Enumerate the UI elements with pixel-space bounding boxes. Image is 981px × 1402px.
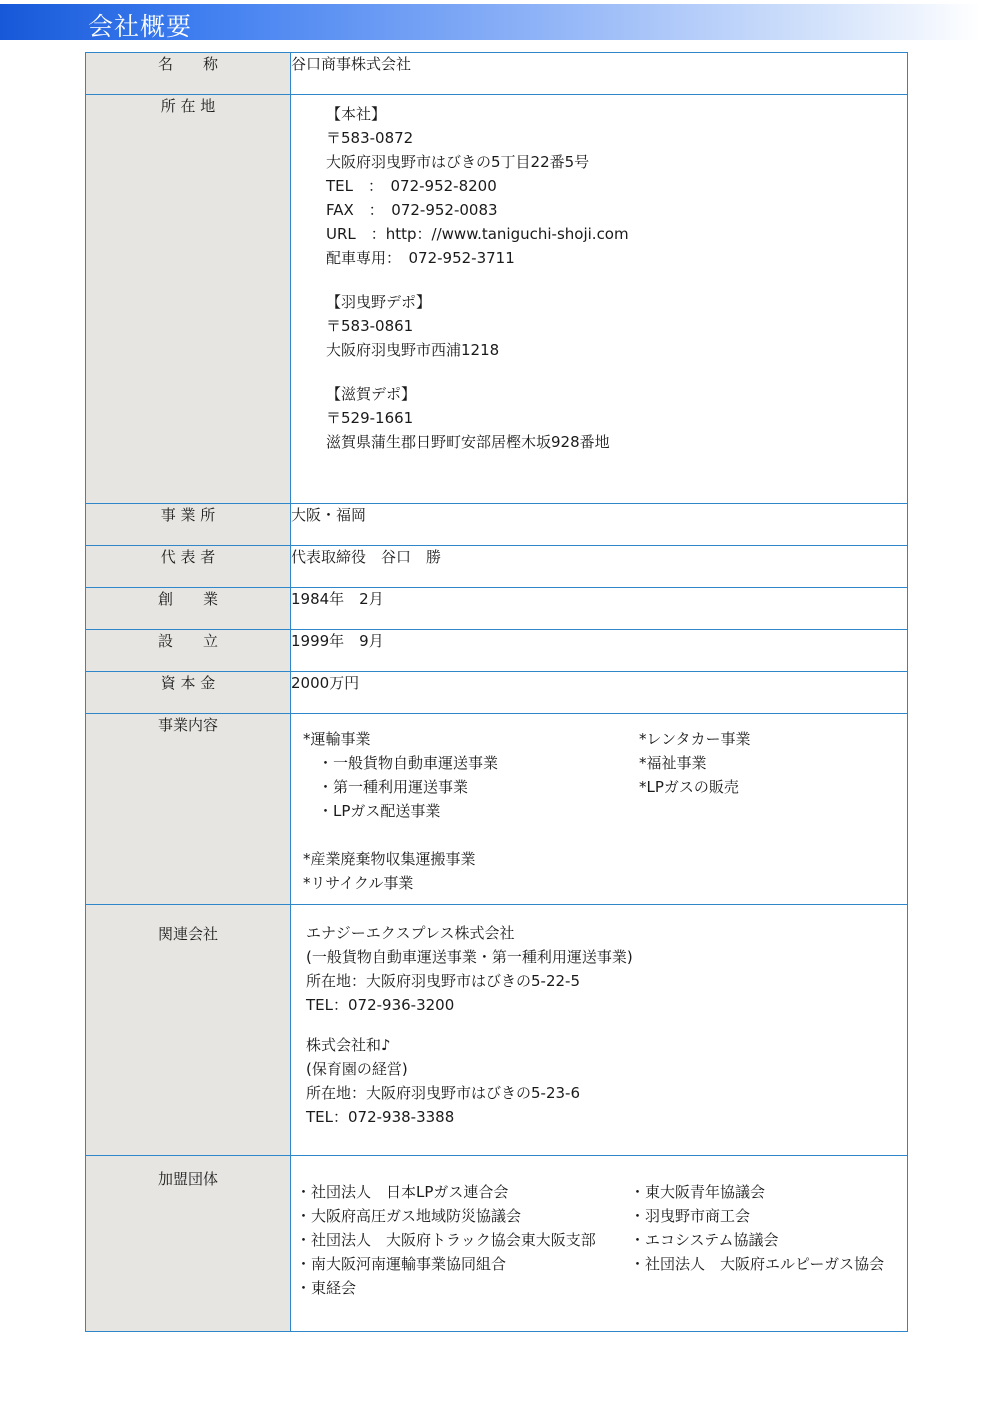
affiliate-1-tel: TEL：072-936-3200 [306, 996, 455, 1014]
value-established: 1999年 9月 [291, 630, 908, 672]
membership-item: ・社団法人 大阪府エルピーガス協会 [630, 1255, 885, 1273]
business-item: *運輸事業 [303, 730, 371, 748]
page-header [0, 4, 981, 40]
business-item: ・一般貨物自動車運送事業 [303, 754, 499, 772]
business-item: ・LPガス配送事業 [303, 802, 441, 820]
row-name [86, 53, 908, 95]
label-representative: 代 表 者 [86, 546, 291, 588]
business-item: *福祉事業 [639, 754, 707, 772]
value-affiliates [291, 905, 908, 1156]
hq-title: 【本社】 [326, 105, 387, 123]
business-item: *リサイクル事業 [303, 874, 414, 892]
membership-item: ・社団法人 大阪府トラック協会東大阪支部 [296, 1231, 596, 1249]
label-memberships: 加盟団体 [86, 1156, 291, 1332]
row-established [86, 630, 908, 672]
value-business [291, 714, 908, 905]
row-representative [86, 546, 908, 588]
habikino-depot-zip: 〒583-0861 [326, 317, 414, 335]
affiliate-1-business: (一般貨物自動車運送事業・第一種利用運送事業) [306, 948, 633, 966]
habikino-depot-address: 大阪府羽曳野市西浦1218 [326, 341, 500, 359]
value-representative: 代表取締役 谷口 勝 [291, 546, 908, 588]
affiliate-2-name: 株式会社和♪ [306, 1036, 391, 1054]
affiliate-2-tel: TEL：072-938-3388 [306, 1108, 455, 1126]
hq-tel: TEL ： 072-952-8200 [326, 177, 497, 195]
row-founded [86, 588, 908, 630]
membership-item: ・東大阪青年協議会 [630, 1183, 766, 1201]
label-business: 事業内容 [86, 714, 291, 905]
row-location [86, 95, 908, 504]
label-name: 名 称 [86, 53, 291, 95]
membership-list-left [296, 1180, 630, 1300]
label-location: 所 在 地 [86, 95, 291, 504]
affiliate-1-address: 所在地：大阪府羽曳野市はびきの5-22-5 [306, 972, 581, 990]
affiliate-1-name: エナジーエクスプレス株式会社 [306, 924, 515, 942]
label-founded: 創 業 [86, 588, 291, 630]
value-founded: 1984年 2月 [291, 588, 908, 630]
hq-dispatch: 配車専用： 072-952-3711 [326, 249, 515, 267]
hq-fax: FAX ： 072-952-0083 [326, 201, 498, 219]
membership-item: ・大阪府高圧ガス地域防災協議会 [296, 1207, 522, 1225]
business-item: *産業廃棄物収集運搬事業 [303, 850, 476, 868]
business-list-left [303, 727, 639, 895]
row-memberships [86, 1156, 908, 1332]
membership-item: ・東経会 [296, 1279, 357, 1297]
affiliate-2-address: 所在地：大阪府羽曳野市はびきの5-23-6 [306, 1084, 581, 1102]
value-memberships [291, 1156, 908, 1332]
row-capital [86, 672, 908, 714]
membership-item: ・社団法人 日本LPガス連合会 [296, 1183, 509, 1201]
business-item: *LPガスの販売 [639, 778, 739, 796]
row-offices [86, 504, 908, 546]
shiga-depot-zip: 〒529-1661 [326, 409, 414, 427]
label-affiliates: 関連会社 [86, 905, 291, 1156]
business-list-right [639, 727, 751, 895]
business-item: ・第一種利用運送事業 [303, 778, 469, 796]
shiga-depot-title: 【滋賀デポ】 [326, 385, 417, 403]
membership-item: ・南大阪河南運輸事業協同組合 [296, 1255, 507, 1273]
hq-url-link[interactable]: URL ：http：//www.taniguchi-shoji.com [326, 225, 629, 243]
company-info-table [85, 52, 908, 1332]
row-affiliates [86, 905, 908, 1156]
hq-address: 大阪府羽曳野市はびきの5丁目22番5号 [326, 153, 590, 171]
page-title: 会社概要 [88, 12, 193, 41]
label-capital: 資 本 金 [86, 672, 291, 714]
row-business [86, 714, 908, 905]
membership-list-right [630, 1180, 884, 1300]
value-offices: 大阪・福岡 [291, 504, 908, 546]
label-offices: 事 業 所 [86, 504, 291, 546]
affiliate-2-business: (保育園の経営) [306, 1060, 408, 1078]
hq-zip: 〒583-0872 [326, 129, 414, 147]
habikino-depot-title: 【羽曳野デポ】 [326, 293, 432, 311]
membership-item: ・羽曳野市商工会 [630, 1207, 751, 1225]
business-item: *レンタカー事業 [639, 730, 751, 748]
label-established: 設 立 [86, 630, 291, 672]
value-capital: 2000万円 [291, 672, 908, 714]
membership-item: ・エコシステム協議会 [630, 1231, 779, 1249]
value-location [291, 95, 908, 504]
shiga-depot-address: 滋賀県蒲生郡日野町安部居樫木坂928番地 [326, 433, 610, 451]
value-name: 谷口商事株式会社 [291, 53, 908, 95]
